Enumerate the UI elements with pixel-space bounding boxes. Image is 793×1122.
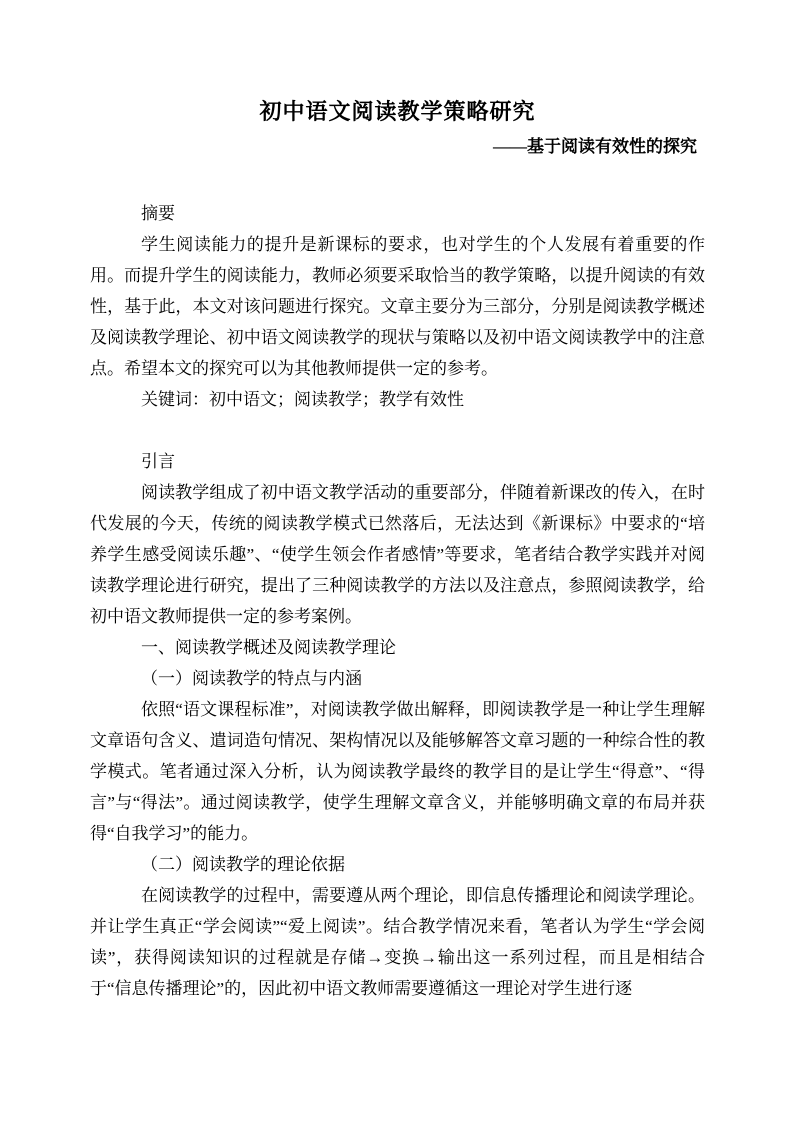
document-body <box>90 198 705 1004</box>
section-1-heading: 一、阅读教学概述及阅读教学理论 <box>141 638 396 657</box>
introduction-heading: 引言 <box>141 452 175 471</box>
introduction-paragraph: 阅读教学组成了初中语文教学活动的重要部分，伴随着新课改的传入，在时代发展的今天，传统的阅读教学模式已然落后，无法达到《新课标》中要求的“培养学生感受阅读乐趣”、“使学生领会作者感情”等要求，笔者结合教学实践并对阅读教学理论进行研究，提出了三种阅读教学的方法以及注意点，参照阅读教学，给初中语文教师提供一定的参考案例。 <box>90 483 705 626</box>
text-column <box>90 0 705 1004</box>
section-1-1-paragraph: 依照“语文课程标准”，对阅读教学做出解释，即阅读教学是一种让学生理解文章语句含义、遣词造句情况、架构情况以及能够解答文章习题的一种综合性的教学模式。笔者通过深入分析，认为阅读教学最终的教学目的是让学生“得意”、“得言”与“得法”。通过阅读教学，使学生理解文章含义，并能够明确文章的布局并获得“自我学习”的能力。 <box>90 700 705 843</box>
document-subtitle: ——基于阅读有效性的探究 <box>493 137 697 156</box>
document-title: 初中语文阅读教学策略研究 <box>259 99 536 124</box>
section-1-1-heading: （一）阅读教学的特点与内涵 <box>141 669 362 688</box>
blank-line <box>90 415 705 446</box>
abstract-paragraph: 学生阅读能力的提升是新课标的要求，也对学生的个人发展有着重要的作用。而提升学生的阅读能力，教师必须要采取恰当的教学策略，以提升阅读的有效性，基于此，本文对该问题进行探究。文章主要分为三部分，分别是阅读教学概述及阅读教学理论、初中语文阅读教学的现状与策略以及初中语文阅读教学中的注意点。希望本文的探究可以为其他教师提供一定的参考。 <box>90 235 705 378</box>
keywords-line: 关键词：初中语文；阅读教学；教学有效性 <box>141 390 464 409</box>
abstract-heading: 摘要 <box>141 204 175 223</box>
section-1-2-heading: （二）阅读教学的理论依据 <box>141 855 345 874</box>
section-1-2-paragraph: 在阅读教学的过程中，需要遵从两个理论，即信息传播理论和阅读学理论。并让学生真正“学会阅读”“爱上阅读”。结合教学情况来看，笔者认为学生“学会阅读”，获得阅读知识的过程就是存储→变换→输出这一系列过程，而且是相结合于“信息传播理论”的，因此初中语文教师需要遵循这一理论对学生进行逐 <box>90 886 705 998</box>
